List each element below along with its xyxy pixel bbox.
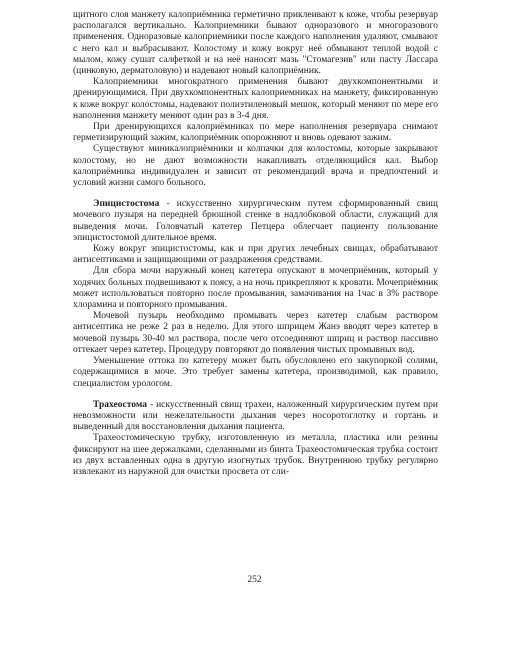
epicystostomy-term: Эпицистостома (93, 199, 160, 210)
epicystostomy-paragraph-outflow: Уменьшение оттока по катетеру может быть обусловлено его закупоркой солями, содержащимися в моче. Это требует замены катетера, производимой, как правило, специалистом урологом. (73, 356, 438, 389)
tracheostomy-term: Трахеостома (93, 399, 147, 410)
epicystostomy-paragraph-flush: Мочевой пузырь необходимо промывать через катетер слабым раствором антисептика не реже 2 раз в неделю. Для этого шприцем Жанэ вводят через катетер в мочевой пузырь 30-40 мл раствора, после чего отсоединяют шприц и раствор пассивно оттекает через катетер. Процедуру повторяют до появления чистых промывных вод. (73, 311, 438, 355)
tracheostomy-paragraph-tube: Трахеостомическую трубку, изготовленную из металла, пластика или резины фиксируют на шее держалками, сделанными из бинта Трахеостомическая трубка состоит из двух вставленных одна в другую изогнутых трубок. Внутреннюю трубку регулярно извлекают из наружной для очистки просвета от сли- (73, 433, 438, 477)
paragraph-reusable-pouches: Калоприемники многократного применения бывают двухкомпонентными и дренирующимися. При двухкомпонентных калоприемниках на манжету, фиксированную к коже вокруг колостомы, надевают полиэтиленовый мешок, который меняют по мере его наполнения манжету меняют один раз в 3-4 дня. (73, 77, 438, 121)
epicystostomy-definition-text: - искусственно хирургическим путем сформированный свищ мочевого пузыря на передней брюшной стенке в надлобковой области, служащий для выведения мочи. Головчатый катетер Петцера облегчает пациенту пользование эпицистостомой длительное время. (73, 199, 438, 243)
tracheostomy-definition (73, 400, 438, 434)
page-number: 252 (247, 575, 262, 585)
section-gap (73, 390, 438, 400)
epicystostomy-definition (73, 199, 438, 244)
paragraph-drainable-pouches: При дренирующихся калоприёмниках по мере наполнения резервуара снимают герметизирующий зажим, калоприёмник опорожняют и вновь одевают зажим. (73, 122, 438, 144)
section-gap (73, 189, 438, 199)
tracheostomy-definition-text: - искусственный свищ трахеи, наложенный хирургическим путем при невозможности или нежелательности дыхания через носоротоглотку и гортань и выведенный для восстановления дыхания пациента. (73, 399, 438, 433)
paragraph-continuation: щитного слоя манжету калоприёмника герметично приклеивают к коже, чтобы резервуар располагался вертикально. Калоприемники бывают одноразового и многоразового применения. Одноразовые калоприемники после каждого наполнения удаляют, смывают с него кал и выбрасывают. Колостому и кожу вокруг неё обмывают теплой водой с мылом, кожу сушат салфеткой и на неё наносят мазь "Стомагезив" или пасту Лассара (цинковую, дерматоловую) и надевают новый калоприёмник. (73, 10, 438, 77)
document-page (73, 10, 438, 478)
epicystostomy-paragraph-skin: Кожу вокруг эпицистостомы, как и при других лечебных свищах, обрабатывают антисептиками и защищающими от раздражения средствами. (73, 244, 438, 266)
paragraph-mini-pouches: Существуют миникалоприёмники и колпачки для колостомы, которые закрывают колостому, но не дают возможности накапливать отделяющийся кал. Выбор калоприёмника индивидуален и зависит от рекомендаций врача и предпочтений и условий жизни самого больного. (73, 144, 438, 189)
epicystostomy-paragraph-urine: Для сбора мочи наружный конец катетера опускают в мочеприёмник, который у ходячих больных подвешивают к поясу, а на ночь прикрепляют к кровати. Мочеприёмник может использоваться повторно после промывания, замачивания на 1час в 3% растворе хлорамина и повторного промывания. (73, 266, 438, 311)
